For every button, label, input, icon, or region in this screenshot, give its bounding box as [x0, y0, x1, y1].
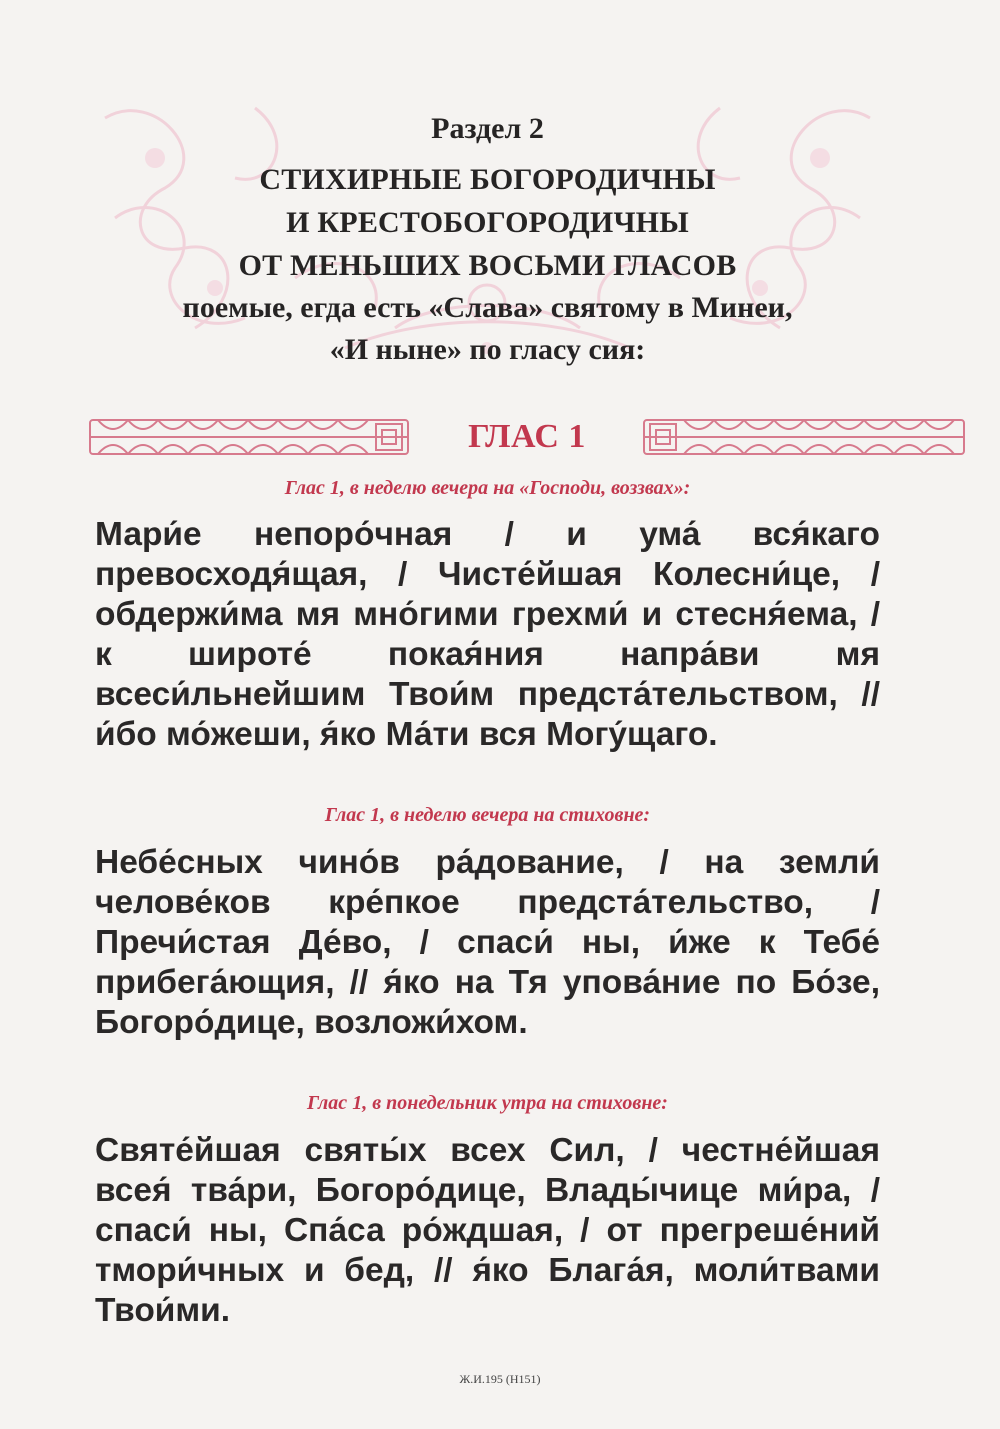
- subtitle-line: поемые, егда есть «Слава» святому в Минеи,: [182, 291, 793, 324]
- tone-heading: [88, 410, 878, 465]
- section-number: Раздел 2: [431, 112, 544, 145]
- hymn-text-1: Мари́е непоро́чная / и ума́ вся́каго превосходя́щая, / Чисте́йшая Колесни́це, / обдержи́ма мя мно́гими грехми́ и стесня́ема, / к широте́ покая́ния напра́ви мя всеси́льнейшим Твои́м предста́тельством, // и́бо мо́жеши, я́ко Ма́ти вся Могу́щаго.: [95, 516, 880, 753]
- title-line: И КРЕСТОБОГОРОДИЧНЫ: [286, 206, 689, 239]
- section-title: [95, 158, 880, 287]
- title-line: СТИХИРНЫЕ БОГОРОДИЧНЫ: [259, 163, 716, 196]
- ornament-band-right: [642, 414, 967, 460]
- rubric-1: Глас 1, в неделю вечера на «Господи, воззвах»:: [284, 477, 691, 499]
- section-subtitle: [95, 287, 880, 371]
- hymn-text-2: Небе́сных чино́в ра́дование, / на земли́ челове́ков кре́пкое предста́тельство, / Пречи́стая Де́во, / спаси́ ны, и́же к Тебе́ прибега́ющия, // я́ко на Тя упова́ние по Бо́зе, Богоро́дице, возложи́хом.: [95, 844, 880, 1041]
- rubric-3: Глас 1, в понедельник утра на стиховне:: [307, 1092, 668, 1114]
- tone-title: ГЛАС 1: [468, 418, 586, 455]
- footer-code: Ж.И.195 (Н151): [459, 1372, 541, 1386]
- subtitle-line: «И ныне» по гласу сия:: [329, 333, 646, 366]
- header: [95, 108, 880, 371]
- title-line: ОТ МЕНЬШИХ ВОСЬМИ ГЛАСОВ: [238, 249, 737, 282]
- rubric-2: Глас 1, в неделю вечера на стиховне:: [324, 804, 651, 826]
- ornament-band-left: [88, 414, 410, 460]
- hymn-text-3: Святе́йшая святы́х всех Сил, / честне́йшая всея́ тва́ри, Богоро́дице, Влады́чице ми́ра, / спаси́ ны, Спа́са ро́ждшая, / от прегреше́ний тмори́чных и бед, // я́ко Блага́я, моли́твами Твои́ми.: [95, 1132, 880, 1329]
